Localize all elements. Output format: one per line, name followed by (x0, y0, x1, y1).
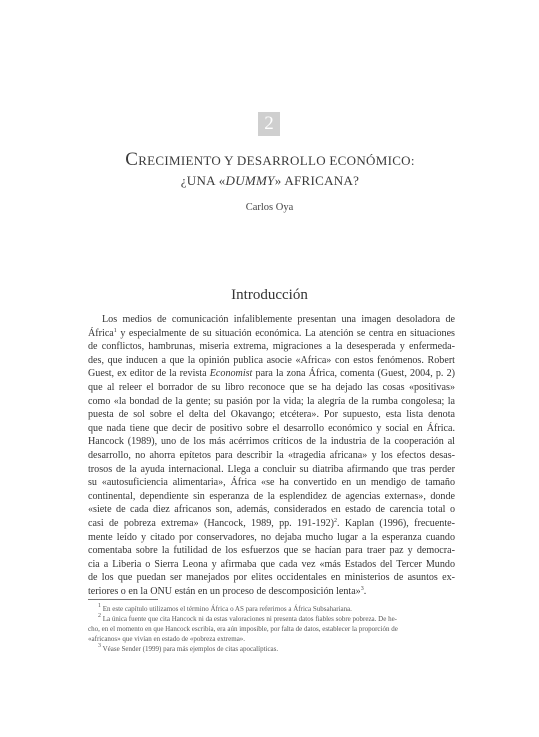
title-line2-post: » AFRICANA? (274, 173, 360, 188)
body-line-text: Guest, ex editor de la revista (88, 368, 207, 380)
chapter-title-line-1 (60, 150, 480, 170)
body-line (88, 367, 455, 381)
body-line: trosos de la ayuda internacional. Llega a concluir su diatriba afirmando que tras perder (88, 463, 455, 475)
body-line: Los medios de comunicación infaliblemente presentan una imagen desoladora de (102, 314, 455, 325)
footnote-2-cont: cho, en el momento en que Hancock escribía, era aún imposible, por falta de datos, establecer la proporción de (88, 625, 398, 633)
body-line: de conflictos, hambrunas, miseria extrema, migraciones a la desesperada y enfermeda- (88, 341, 455, 353)
title-line2-pre: ¿UNA « (180, 173, 226, 188)
footnotes (88, 604, 455, 654)
body-line: continental, dependiente sin esperanza de la esplendidez de agencias externas», donde (88, 490, 455, 502)
body-line-text: y especialmente de su situación económica. La atención se centra en situaciones (120, 327, 455, 339)
body-line (88, 327, 455, 341)
footnote-text: Véase Sender (1999) para más ejemplos de citas apocalípticas. (102, 645, 279, 653)
body-line: des, que inducen a que la opinión publica asocie «Africa» con estos fenómenos. Robert (88, 354, 455, 366)
footnote-3 (88, 644, 455, 654)
chapter-title-line-2 (60, 170, 480, 190)
footnote-number: 2 (98, 613, 101, 619)
body-line: puesta de sol sobre el delta del Okavango; etcétera». Por supuesto, esta lista denota (88, 409, 455, 421)
footnote-text: En este capítulo utilizamos el término África o AS para referirnos a África Subsahariana. (102, 605, 352, 613)
footnote-2-cont: «africanos» que vivían en estado de «pobreza extrema». (88, 635, 246, 643)
body-line (88, 517, 455, 531)
title-smallcaps-text: RECIMIENTO Y DESARROLLO ECONÓMICO: (138, 153, 415, 168)
body-line-text: para la zona África, comenta (Guest, 2004, p. 2) (255, 368, 456, 380)
footnote-ref: 2 (334, 517, 338, 524)
body-line: su «autosuficiencia alimentaria», África «se ha convertido en un mendigo de tamaño (88, 477, 455, 489)
body-line: Hancock (1989), uno de los más acérrimos críticos de la industria de la cooperación al (88, 436, 455, 448)
footnote-number: 3 (98, 643, 101, 649)
body-line: que al releer el borrador de su libro reconoce que se ha dejado las cosas «positivas» (88, 381, 455, 393)
body-line: de los que puedan ser manejados por elites occidentales en ministerios de asuntos ex- (88, 572, 455, 584)
title-initial-cap: C (125, 149, 139, 170)
footnote-number: 1 (98, 603, 101, 609)
body-line-text: casi de pobreza extrema» (Hancock, 1989, pp. 191-192) (88, 517, 335, 529)
body-line: mente leído y citado por conservadores, no dejaba mucho lugar a la esperanza cuando (88, 531, 455, 543)
footnote-1 (88, 604, 455, 614)
body-line-text: teriores o en la ONU están en un proceso de descomposición lenta» (88, 585, 361, 597)
body-line: como «la bondad de la gente; su pasión por la vida; la alegría de la rumba congolesa; la (88, 395, 455, 407)
body-paragraph (88, 313, 455, 598)
title-line2-italic: DUMMY (225, 173, 275, 188)
body-line: teriores o en la ONU están en un proceso de descomposición lenta»$^3$. (88, 585, 367, 597)
chapter-number-badge: 2 (258, 112, 280, 136)
body-line: desarrollo, no ahorra epítetos para describir la «tragedia africana» y los efectos desas- (88, 449, 455, 461)
footnote-divider (88, 599, 158, 600)
body-line: «siete de cada diez africanos son, además, considerados en estado de carencia total o (88, 504, 455, 516)
footnote-2 (88, 614, 455, 624)
body-line: cia a Liberia o Sierra Leona y afirmaba que cada vez «más Estados del Tercer Mundo (88, 558, 455, 570)
body-line: comentaba sobre la futilidad de los esfuerzos que se hacían para traer paz y democra- (88, 545, 455, 557)
author-name: Carlos Oya (245, 202, 294, 213)
section-heading: Introducción (231, 287, 308, 303)
africa-word: África (88, 327, 114, 339)
body-line-text: . Kaplan (1996), frecuente- (337, 517, 455, 529)
footnote-ref: 1 (113, 327, 117, 334)
body-line: que nada tiene que decir de positivo sobre el desarrollo económico y social en África. (88, 422, 455, 434)
chapter-title (60, 150, 480, 190)
footnote-text: La única fuente que cita Hancock ni da estas valoraciones ni presenta datos fiables sobre pobreza. De he- (102, 615, 398, 623)
journal-title: Economist (209, 368, 253, 380)
footnote-ref: 3 (360, 585, 364, 592)
